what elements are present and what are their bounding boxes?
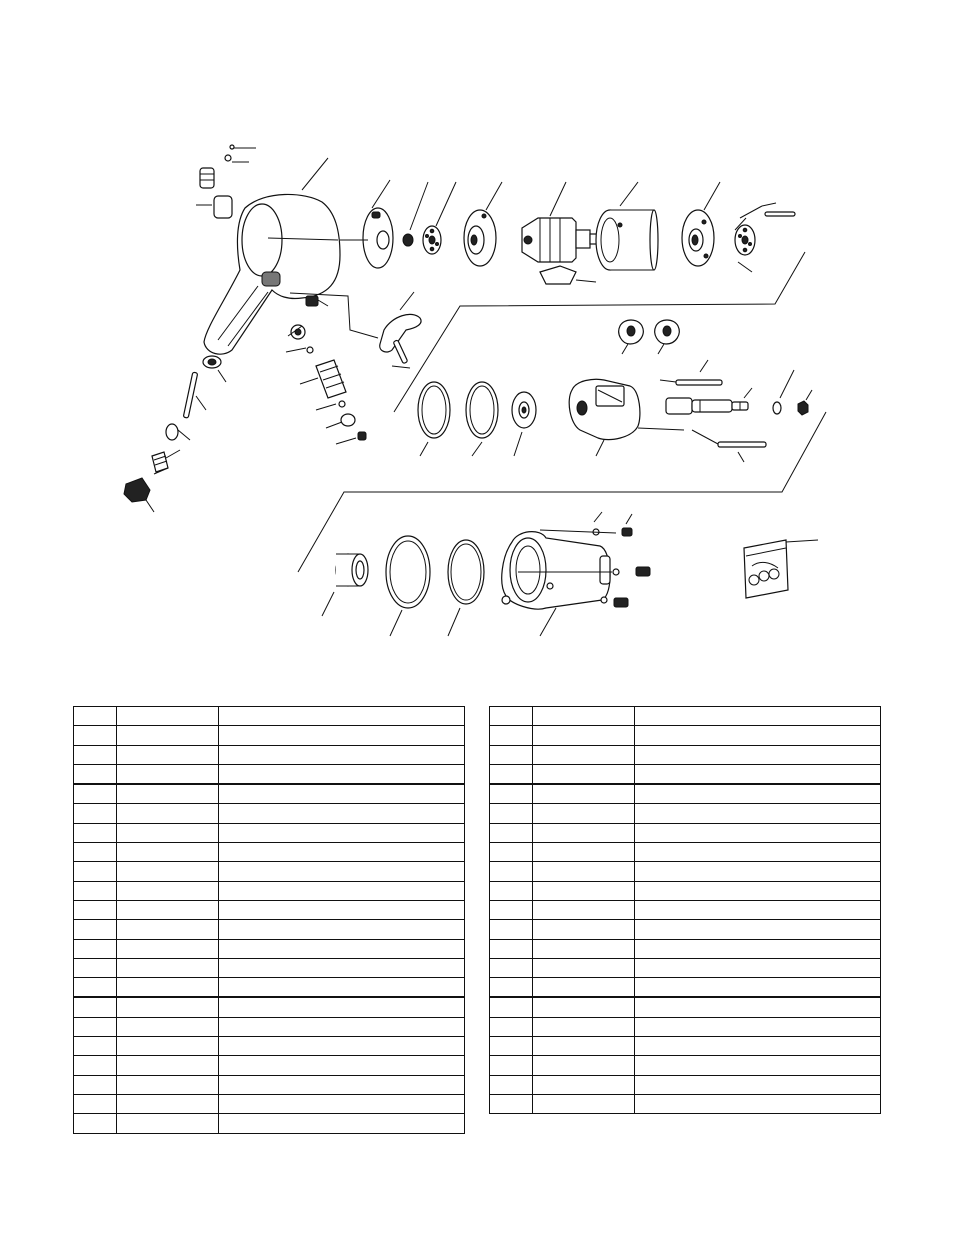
table-cell-description — [219, 1114, 465, 1133]
table-cell-part-number — [533, 784, 635, 804]
table-cell-description — [635, 1017, 881, 1036]
table-cell-no — [74, 1094, 117, 1113]
table-cell-part-number — [117, 920, 219, 939]
pin-guide-line — [638, 428, 684, 430]
table-cell-description — [219, 1017, 465, 1036]
table-cell-part-number — [533, 1094, 635, 1113]
table-cell-description — [635, 958, 881, 977]
table-cell-no — [490, 881, 533, 900]
table-cell-description — [219, 784, 465, 804]
table-cell-description — [635, 1037, 881, 1056]
table-row — [490, 823, 881, 842]
table-cell-no — [490, 920, 533, 939]
hammer-case — [502, 532, 610, 636]
table-row — [74, 1056, 465, 1075]
parts-kit-bag — [744, 540, 818, 598]
table-row — [74, 1114, 465, 1133]
table-cell-no — [490, 1017, 533, 1036]
table-cell-no — [490, 804, 533, 823]
table-cell-description — [219, 843, 465, 862]
table-cell-part-number — [117, 1037, 219, 1056]
table-cell-no — [74, 843, 117, 862]
table-row — [74, 1094, 465, 1113]
table-row — [74, 726, 465, 745]
table-row — [490, 843, 881, 862]
table-cell-no — [74, 978, 117, 998]
table-cell-part-number — [117, 939, 219, 958]
table-cell-description — [635, 939, 881, 958]
table-row — [490, 920, 881, 939]
table-cell-part-number — [117, 1056, 219, 1075]
o-ring-large-2 — [466, 382, 498, 456]
table-cell-description — [635, 978, 881, 998]
table-cell-part-number — [533, 920, 635, 939]
table-row — [74, 958, 465, 977]
table-cell-no — [490, 745, 533, 764]
table-cell-no — [74, 707, 117, 726]
table-cell-no — [74, 804, 117, 823]
table-cell-part-number — [117, 784, 219, 804]
table-cell-part-number — [533, 823, 635, 842]
table-cell-no — [74, 920, 117, 939]
parts-table-right — [489, 706, 881, 1114]
table-row — [490, 862, 881, 881]
table-cell-part-number — [117, 804, 219, 823]
table-cell-description — [219, 1075, 465, 1094]
table-row — [74, 707, 465, 726]
table-cell-description — [635, 745, 881, 764]
table-cell-no — [490, 707, 533, 726]
table-cell-part-number — [533, 978, 635, 998]
table-cell-description — [219, 764, 465, 784]
table-row — [74, 764, 465, 784]
table-cell-description — [635, 862, 881, 881]
table-cell-no — [74, 1056, 117, 1075]
table-cell-no — [74, 997, 117, 1017]
table-cell-part-number — [117, 1094, 219, 1113]
table-cell-description — [219, 978, 465, 998]
table-cell-no — [490, 843, 533, 862]
rotor — [522, 182, 598, 284]
tool-housing — [204, 158, 340, 354]
hammer-cage — [569, 379, 640, 456]
table-row — [74, 939, 465, 958]
table-row — [74, 978, 465, 998]
table-cell-no — [74, 900, 117, 919]
table-row — [490, 1056, 881, 1075]
table-row — [490, 939, 881, 958]
table-cell-no — [490, 1094, 533, 1113]
table-cell-no — [490, 764, 533, 784]
table-cell-description — [635, 823, 881, 842]
hammer-pin-upper — [660, 360, 722, 385]
ball-bearing-front — [423, 182, 456, 254]
anvil — [666, 388, 752, 414]
table-cell-description — [219, 939, 465, 958]
roll-pin-top — [740, 203, 795, 218]
table-cell-description — [219, 997, 465, 1017]
table-cell-no — [490, 1075, 533, 1094]
table-cell-description — [635, 726, 881, 745]
table-row — [74, 804, 465, 823]
table-cell-description — [635, 843, 881, 862]
table-row — [74, 784, 465, 804]
table-row — [490, 1094, 881, 1113]
table-cell-part-number — [533, 881, 635, 900]
table-cell-part-number — [117, 764, 219, 784]
table-cell-description — [635, 997, 881, 1017]
table-row — [74, 1017, 465, 1036]
front-o-ring — [448, 540, 484, 636]
front-end-plate — [464, 182, 502, 266]
table-cell-description — [219, 726, 465, 745]
table-cell-description — [635, 881, 881, 900]
table-cell-no — [74, 862, 117, 881]
thrust-washer — [512, 392, 536, 456]
table-cell-part-number — [117, 997, 219, 1017]
table-row — [490, 745, 881, 764]
anvil-ring — [773, 370, 794, 414]
table-row — [74, 843, 465, 862]
table-cell-part-number — [533, 745, 635, 764]
table-row — [74, 1037, 465, 1056]
table-cell-part-number — [533, 764, 635, 784]
gasket-plate — [340, 180, 393, 268]
table-cell-part-number — [117, 843, 219, 862]
table-cell-no — [74, 1114, 117, 1133]
table-cell-part-number — [117, 823, 219, 842]
table-cell-part-number — [533, 707, 635, 726]
table-cell-part-number — [117, 900, 219, 919]
table-cell-part-number — [117, 881, 219, 900]
cylinder — [596, 182, 658, 270]
anvil-nut — [798, 390, 812, 415]
table-cell-description — [219, 804, 465, 823]
table-cell-no — [490, 862, 533, 881]
table-cell-part-number — [533, 1075, 635, 1094]
table-row — [74, 823, 465, 842]
table-cell-part-number — [533, 1037, 635, 1056]
table-row — [490, 1017, 881, 1036]
table-cell-no — [490, 978, 533, 998]
table-cell-no — [490, 726, 533, 745]
table-cell-no — [74, 764, 117, 784]
table-cell-description — [219, 881, 465, 900]
table-cell-part-number — [117, 958, 219, 977]
table-row — [74, 862, 465, 881]
table-cell-no — [74, 1075, 117, 1094]
table-cell-part-number — [533, 862, 635, 881]
trigger — [380, 292, 421, 368]
table-cell-part-number — [117, 1017, 219, 1036]
table-cell-part-number — [117, 726, 219, 745]
table-cell-part-number — [533, 958, 635, 977]
table-row — [490, 726, 881, 745]
table-cell-part-number — [533, 1017, 635, 1036]
table-cell-part-number — [117, 978, 219, 998]
table-row — [490, 881, 881, 900]
table-cell-description — [635, 784, 881, 804]
table-row — [490, 978, 881, 998]
table-cell-description — [219, 1037, 465, 1056]
table-cell-no — [74, 745, 117, 764]
table-cell-description — [219, 862, 465, 881]
table-cell-description — [635, 920, 881, 939]
table-cell-no — [74, 726, 117, 745]
table-cell-no — [490, 900, 533, 919]
rear-end-plate — [682, 182, 720, 266]
table-cell-no — [74, 881, 117, 900]
table-row — [490, 804, 881, 823]
table-row — [74, 1075, 465, 1094]
table-row — [490, 764, 881, 784]
table-cell-description — [635, 900, 881, 919]
table-cell-part-number — [533, 726, 635, 745]
table-cell-no — [490, 958, 533, 977]
table-cell-description — [219, 958, 465, 977]
table-cell-no — [490, 939, 533, 958]
table-cell-part-number — [117, 745, 219, 764]
table-row — [490, 784, 881, 804]
table-cell-no — [74, 784, 117, 804]
table-cell-description — [635, 1056, 881, 1075]
table-row — [74, 881, 465, 900]
table-cell-no — [490, 823, 533, 842]
table-cell-no — [490, 1056, 533, 1075]
table-cell-part-number — [533, 900, 635, 919]
hammer-pin-lower — [692, 430, 766, 462]
o-ring-large-1 — [418, 382, 450, 456]
reverse-valve — [286, 296, 366, 444]
table-row — [490, 997, 881, 1017]
table-cell-part-number — [533, 1056, 635, 1075]
table-cell-no — [74, 958, 117, 977]
table-row — [490, 1075, 881, 1094]
table-cell-description — [219, 920, 465, 939]
table-cell-part-number — [533, 939, 635, 958]
table-cell-no — [74, 1017, 117, 1036]
table-row — [490, 707, 881, 726]
table-cell-description — [635, 707, 881, 726]
parts-table-left — [73, 706, 465, 1134]
table-cell-description — [219, 823, 465, 842]
table-cell-description — [219, 745, 465, 764]
hammer-upper — [619, 320, 644, 354]
table-cell-part-number — [117, 1114, 219, 1133]
table-cell-no — [74, 1037, 117, 1056]
table-row — [74, 900, 465, 919]
anvil-bushing — [322, 554, 368, 616]
table-cell-no — [74, 823, 117, 842]
hammer-lower — [655, 320, 680, 354]
table-cell-no — [490, 784, 533, 804]
table-cell-description — [219, 1056, 465, 1075]
table-row — [490, 958, 881, 977]
throttle-valve-stack — [124, 356, 226, 512]
front-gasket — [386, 536, 430, 636]
table-cell-part-number — [533, 804, 635, 823]
table-row — [74, 997, 465, 1017]
table-cell-part-number — [117, 1075, 219, 1094]
table-cell-part-number — [117, 862, 219, 881]
table-cell-description — [219, 1094, 465, 1113]
table-row — [74, 920, 465, 939]
table-cell-description — [219, 900, 465, 919]
table-cell-description — [635, 764, 881, 784]
table-cell-part-number — [117, 707, 219, 726]
table-cell-part-number — [533, 843, 635, 862]
table-row — [490, 1037, 881, 1056]
table-cell-description — [635, 1075, 881, 1094]
table-cell-description — [219, 707, 465, 726]
table-cell-no — [490, 997, 533, 1017]
table-cell-description — [635, 1094, 881, 1113]
table-cell-part-number — [533, 997, 635, 1017]
table-cell-no — [74, 939, 117, 958]
ball-bearing-rear — [735, 218, 755, 272]
table-cell-no — [490, 1037, 533, 1056]
table-cell-description — [635, 804, 881, 823]
table-row — [74, 745, 465, 764]
table-row — [490, 900, 881, 919]
